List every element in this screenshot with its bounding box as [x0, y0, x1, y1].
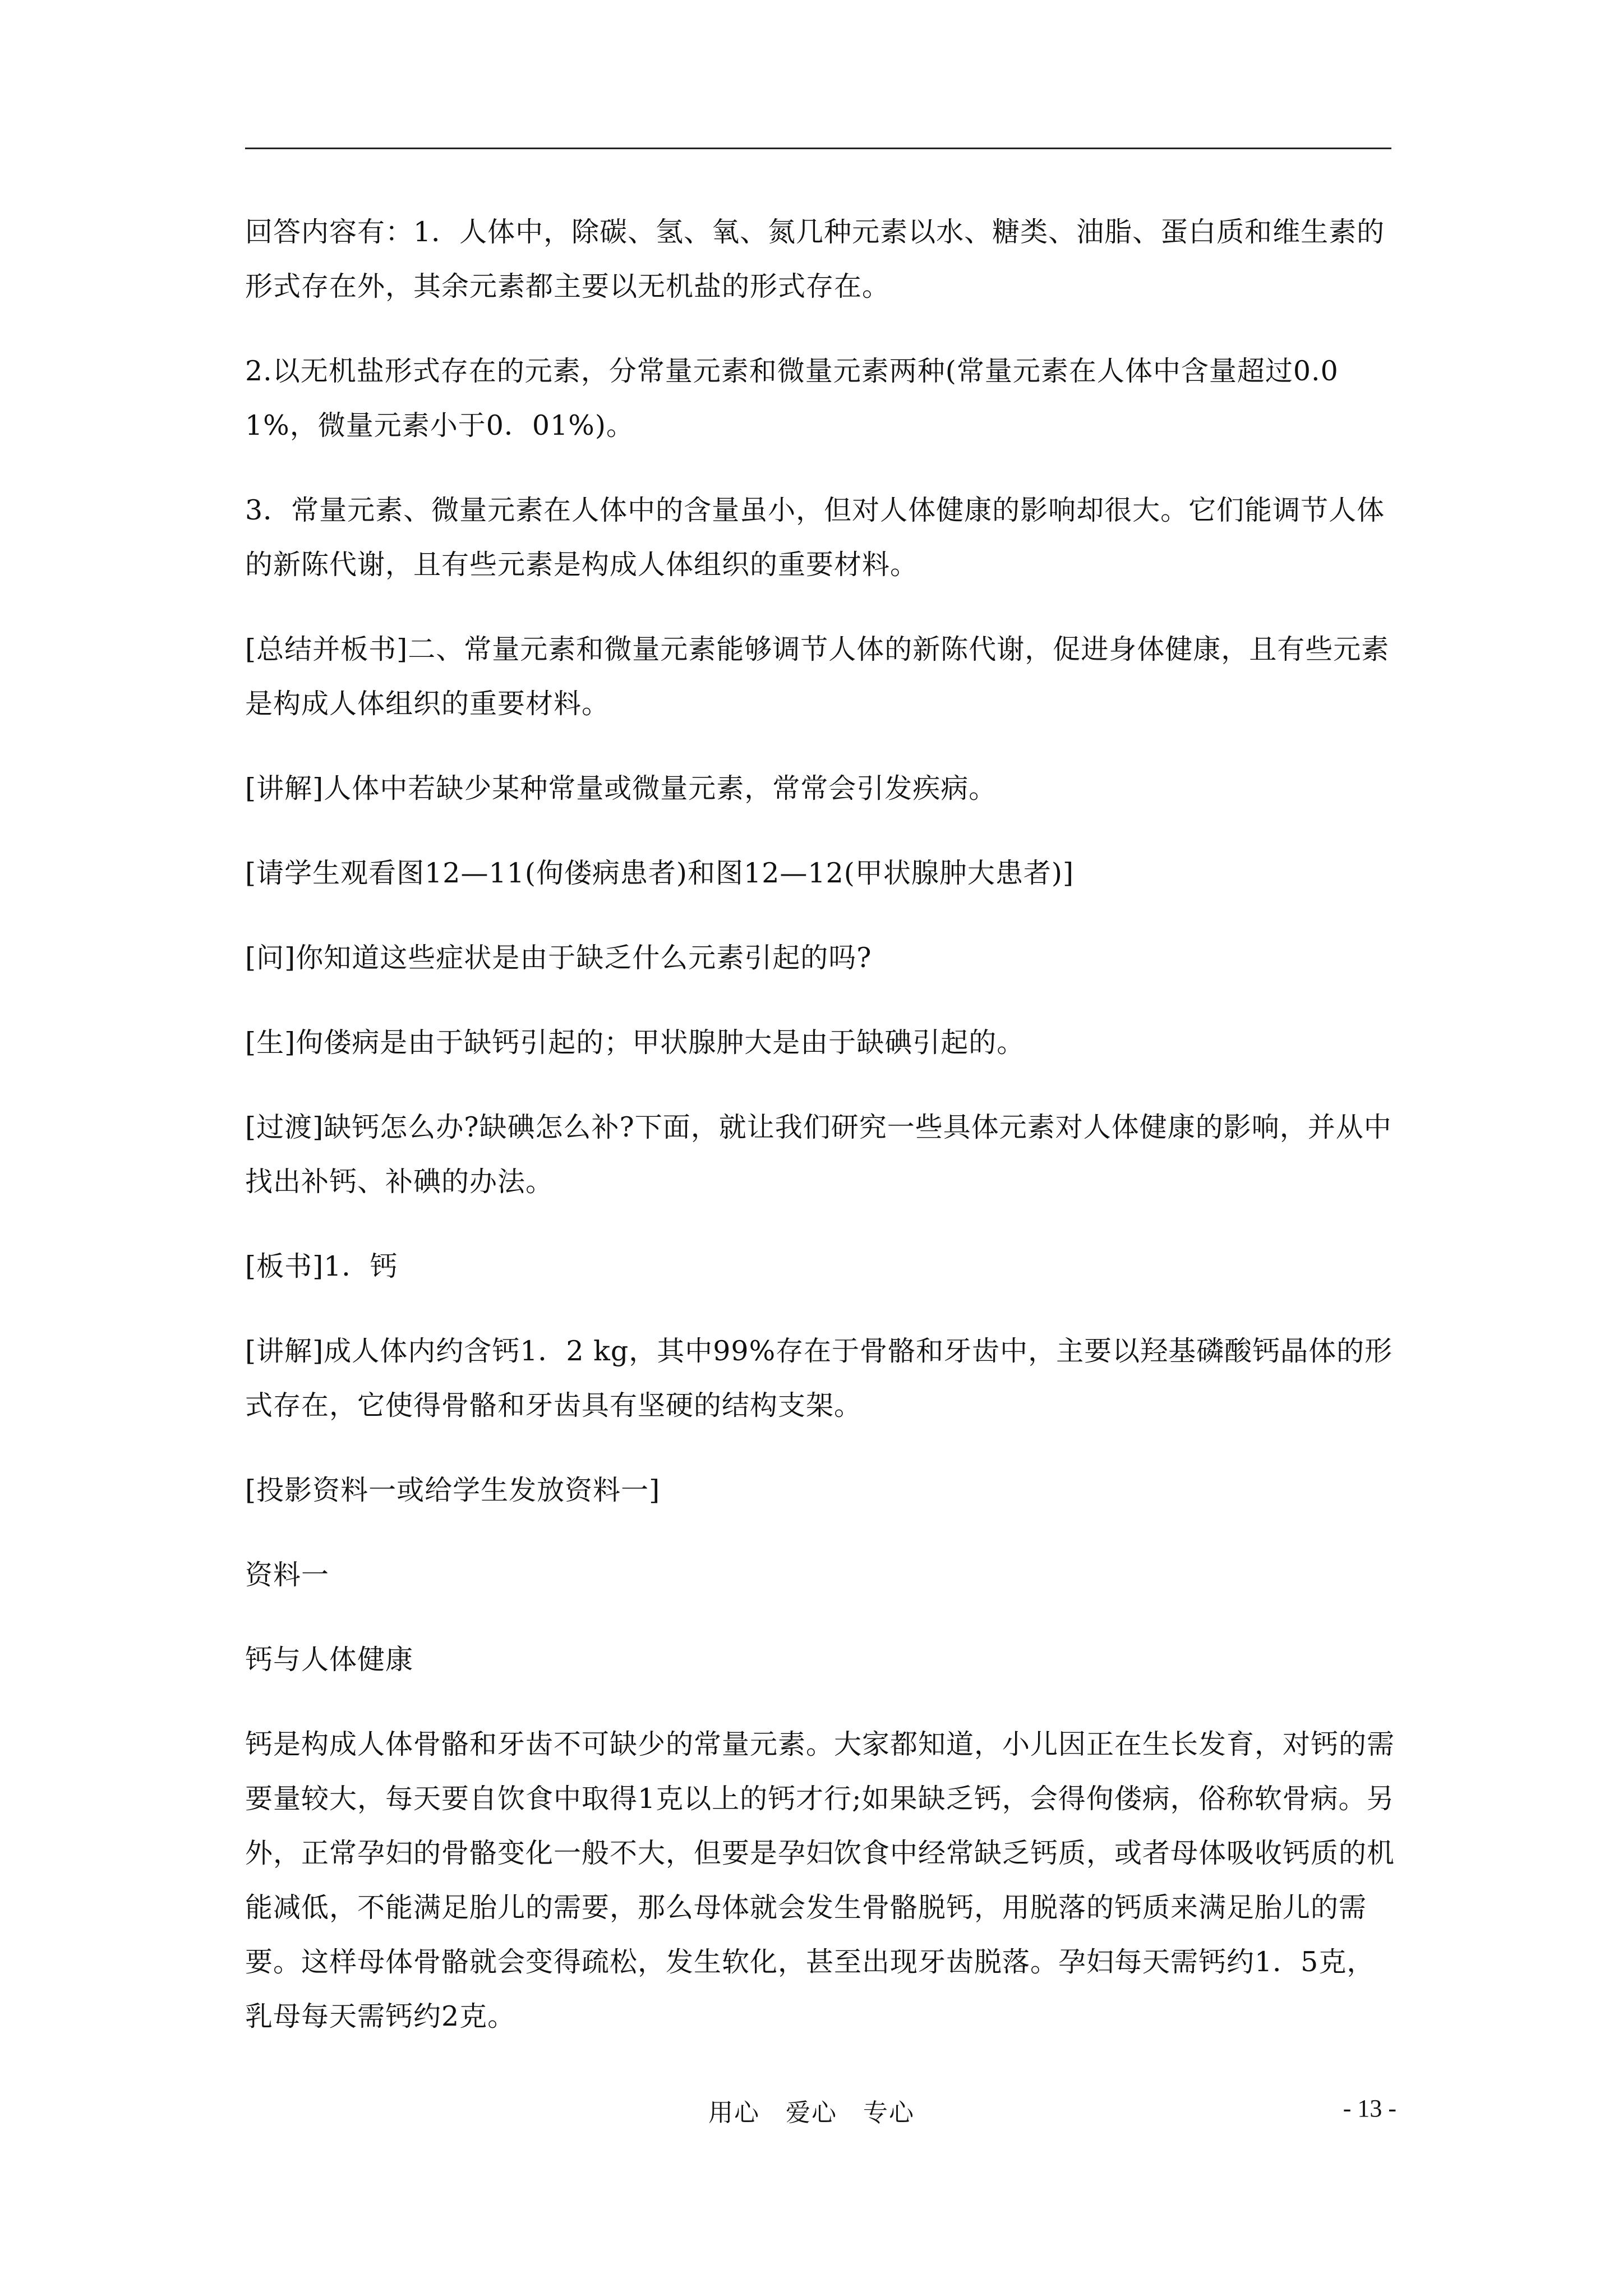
paragraph-answer-content: 回答内容有：1．人体中，除碳、氢、氧、氮几种元素以水、糖类、油脂、蛋白质和维生素的形式存在外，其余元素都主要以无机盐的形式存在。 [245, 216, 1385, 302]
paragraph-inorganic-salt-elements: 2.以无机盐形式存在的元素，分常量元素和微量元素两种(常量元素在人体中含量超过0.01%，微量元素小于0．01%)。 [245, 355, 1339, 441]
paragraph-board-calcium: [板书]1．钙 [245, 1250, 398, 1282]
paragraph-student-answer: [生]佝偻病是由于缺钙引起的；甲状腺肿大是由于缺碘引起的。 [245, 1027, 1025, 1059]
paragraph-calcium-health: 钙是构成人体骨骼和牙齿不可缺少的常量元素。大家都知道，小儿因正在生长发育，对钙的需要量较大，每天要自饮食中取得1克以上的钙才行;如果缺乏钙，会得佝偻病，俗称软骨病。另外，正常孕妇的骨骼变化一般不大，但要是孕妇饮食中经常缺乏钙质，或者母体吸收钙质的机能减低，不能满足胎儿的需要，那么母体就会发生骨骼脱钙，用脱落的钙质来满足胎儿的需要。这样母体骨骼就会变得疏松，发生软化，甚至出现牙齿脱落。孕妇每天需钙约1．5克，乳母每天需钙约2克。 [245, 1728, 1395, 2032]
paragraph-question: [问]你知道这些症状是由于缺乏什么元素引起的吗? [245, 942, 872, 974]
material-heading: 资料一 [245, 1559, 330, 1591]
paragraph-summary-board: [总结并板书]二、常量元素和微量元素能够调节人体的新陈代谢，促进身体健康，且有些元素是构成人体组织的重要材料。 [245, 633, 1390, 720]
document-body [245, 205, 1395, 2074]
paragraph-element-effects: 3．常量元素、微量元素在人体中的含量虽小，但对人体健康的影响却很大。它们能调节人体的新陈代谢，且有些元素是构成人体组织的重要材料。 [245, 494, 1385, 581]
page-number: - 13 - [1343, 2095, 1396, 2122]
footer-motto: 用心 爱心 专心 [708, 2099, 915, 2127]
paragraph-explanation-calcium: [讲解]成人体内约含钙1．2 kg，其中99%存在于骨骼和牙齿中，主要以羟基磷酸钙晶体的形式存在，它使得骨骼和牙齿具有坚硬的结构支架。 [245, 1335, 1393, 1421]
paragraph-projection-material: [投影资料一或给学生发放资料一] [245, 1474, 661, 1506]
paragraph-explanation-disease: [讲解]人体中若缺少某种常量或微量元素，常常会引发疾病。 [245, 772, 997, 804]
paragraph-view-figures: [请学生观看图12—11(佝偻病患者)和图12—12(甲状腺肿大患者)] [245, 857, 1075, 889]
paragraph-transition: [过渡]缺钙怎么办?缺碘怎么补?下面，就让我们研究一些具体元素对人体健康的影响，并从中找出补钙、补碘的办法。 [245, 1111, 1392, 1198]
header-rule [245, 148, 1391, 149]
material-title: 钙与人体健康 [245, 1644, 414, 1676]
